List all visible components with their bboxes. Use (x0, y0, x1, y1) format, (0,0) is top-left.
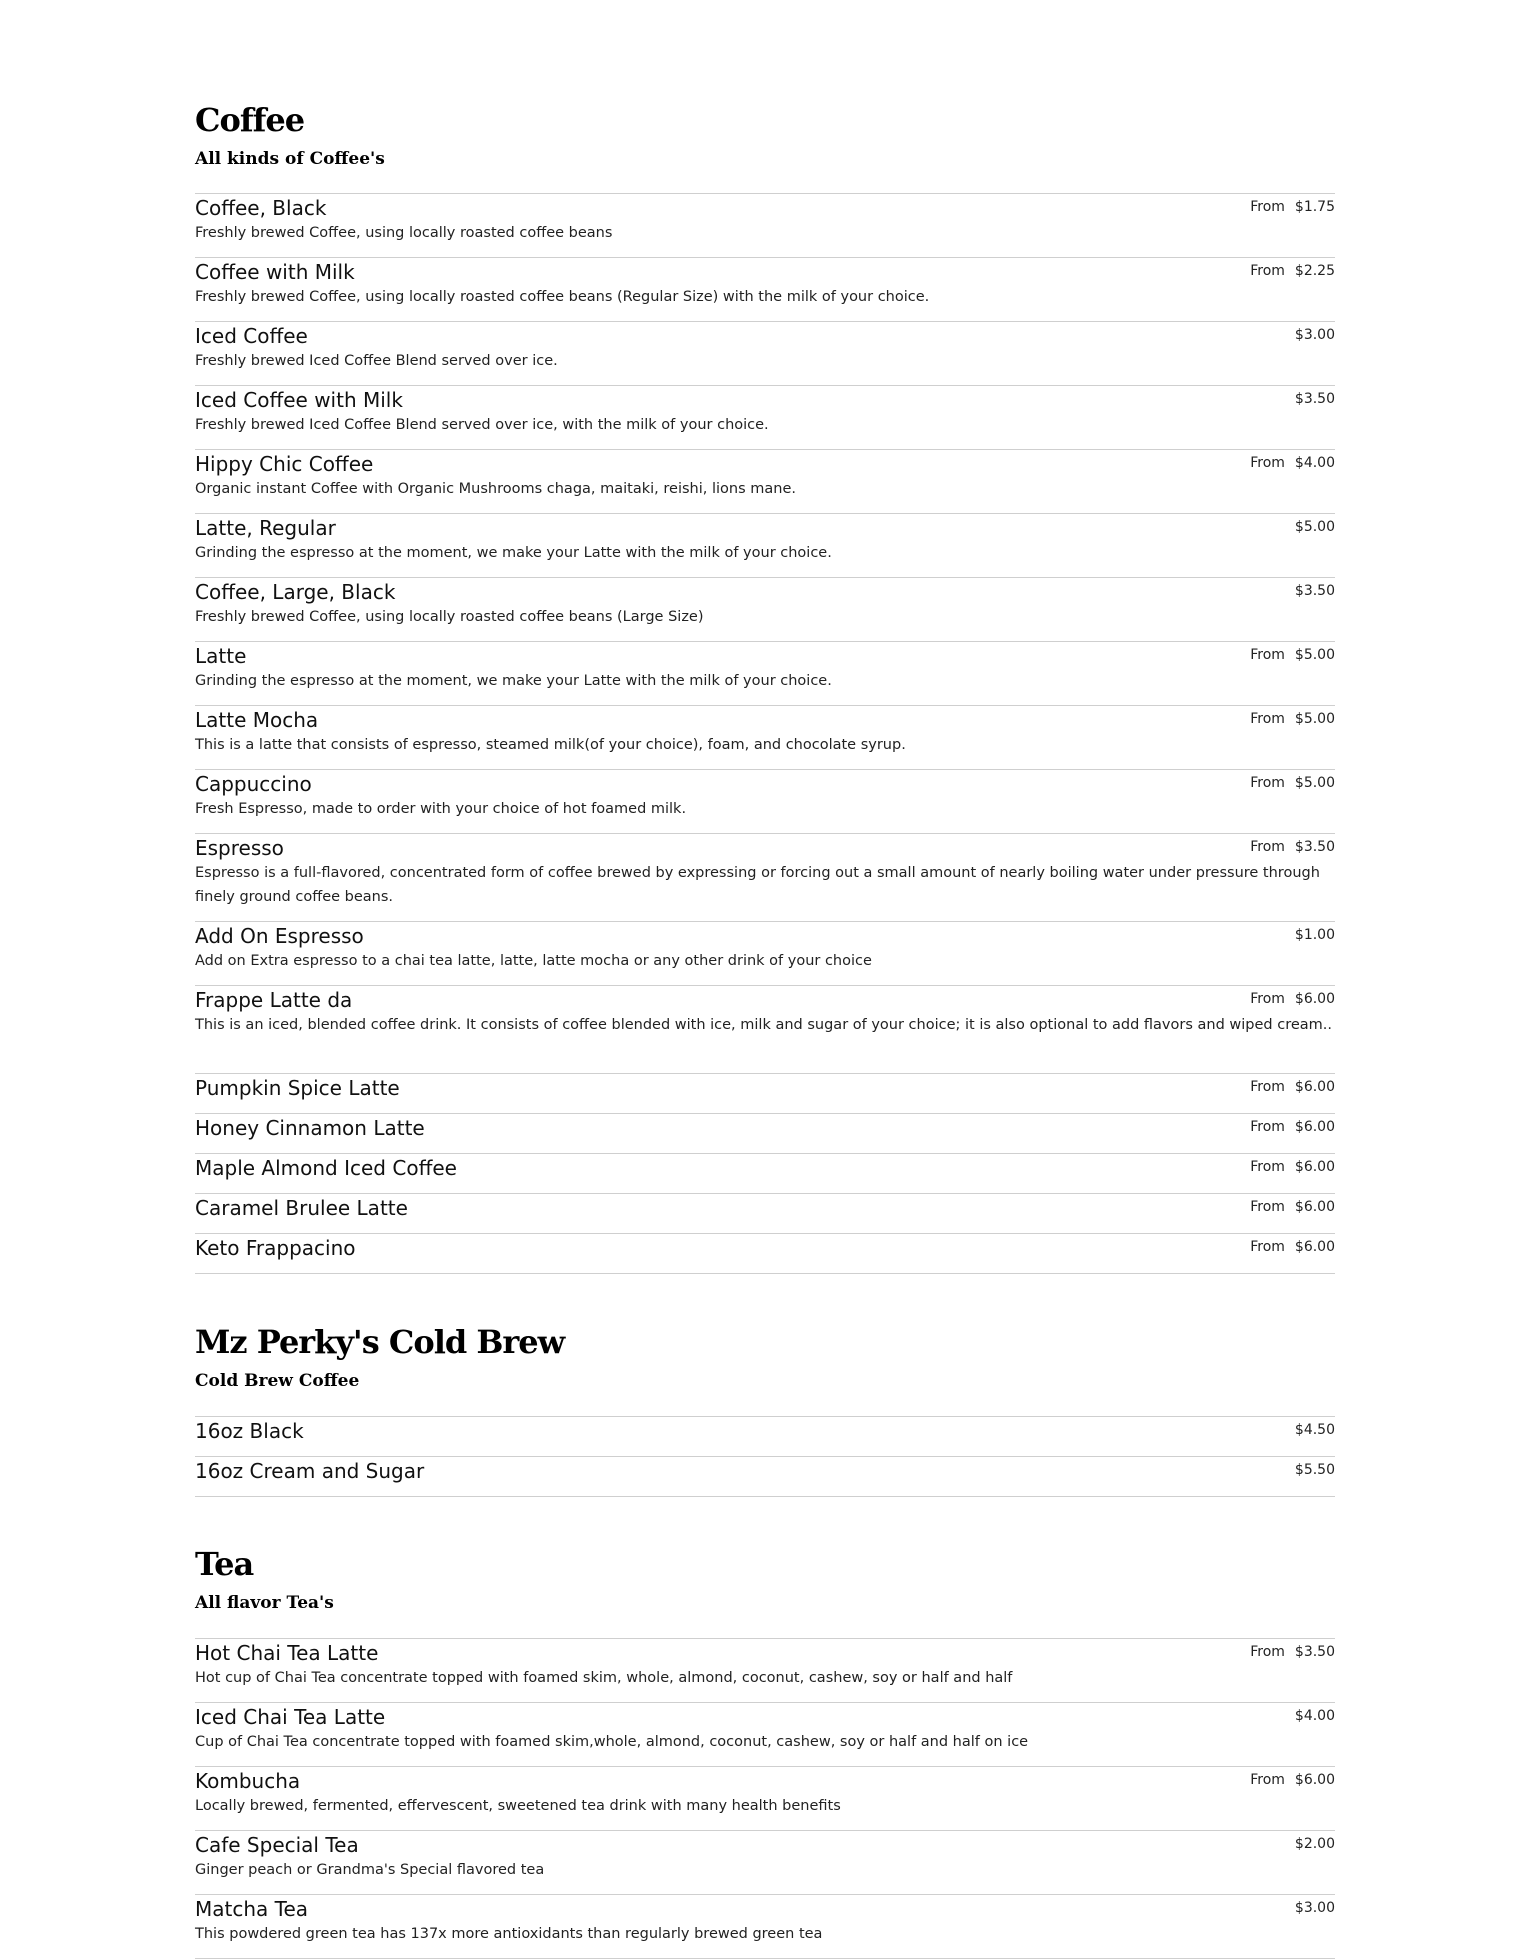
menu-item[interactable] (195, 833, 1335, 921)
menu-item-description: Freshly brewed Coffee, using locally roasted coffee beans (Regular Size) with the milk of your choice. (195, 289, 930, 305)
menu-item[interactable] (195, 513, 1335, 577)
menu-item-price-group (1250, 835, 1335, 859)
menu-section (195, 1544, 1335, 1959)
menu-item-header (195, 1704, 1335, 1730)
price-from-label: From (1250, 1772, 1285, 1788)
menu-item[interactable] (195, 705, 1335, 769)
menu-item-header (195, 1075, 1335, 1101)
menu-item[interactable] (195, 1233, 1335, 1273)
menu-item[interactable] (195, 1702, 1335, 1766)
menu-item-name: Add On Espresso (195, 924, 364, 948)
menu-item-price: $1.00 (1294, 927, 1335, 943)
menu-item-price-group (1295, 323, 1335, 347)
price-from-label: From (1250, 1199, 1285, 1215)
menu-item-price-group (1250, 1115, 1335, 1139)
menu-item-name: Iced Coffee (195, 324, 308, 348)
menu-item-description: Ginger peach or Grandma's Special flavored tea (195, 1862, 545, 1878)
menu-item-header (195, 1195, 1335, 1221)
menu-item[interactable] (195, 1638, 1335, 1702)
menu-item[interactable] (195, 385, 1335, 449)
menu-item-header (195, 771, 1335, 797)
menu-item-price-group (1250, 643, 1335, 667)
section-divider (195, 1273, 1335, 1274)
menu-item-header (195, 1458, 1335, 1484)
menu-item-name: Hippy Chic Coffee (195, 452, 374, 476)
menu-item-description: Grinding the espresso at the moment, we make your Latte with the milk of your choice. (195, 673, 832, 689)
menu-item[interactable] (195, 321, 1335, 385)
menu-item-name: 16oz Cream and Sugar (195, 1459, 425, 1483)
menu-item-header (195, 259, 1335, 285)
menu-item-price-group (1250, 707, 1335, 731)
menu-item-name: Iced Coffee with Milk (195, 388, 403, 412)
section-item-list (195, 1416, 1335, 1497)
menu-item-price: $5.00 (1294, 775, 1335, 791)
menu-item[interactable] (195, 1073, 1335, 1113)
price-from-label: From (1250, 839, 1285, 855)
menu-item[interactable] (195, 193, 1335, 257)
menu-item-header (195, 579, 1335, 605)
menu-item-header (195, 1896, 1335, 1922)
menu-item-price-group (1250, 259, 1335, 283)
menu-item[interactable] (195, 449, 1335, 513)
menu-item-price: $6.00 (1294, 1119, 1335, 1135)
menu-item-price-group (1295, 1704, 1335, 1728)
menu-item-price-group (1250, 1235, 1335, 1259)
menu-item-price: $3.50 (1294, 391, 1335, 407)
menu-item-name: Latte (195, 644, 247, 668)
menu-item-price-group (1250, 1155, 1335, 1179)
menu-item-name: Coffee with Milk (195, 260, 355, 284)
menu-item[interactable] (195, 577, 1335, 641)
menu-item-name: Frappe Latte da (195, 988, 353, 1012)
menu-item-price: $6.00 (1294, 991, 1335, 1007)
menu-item[interactable] (195, 1894, 1335, 1958)
menu-item-description: Add on Extra espresso to a chai tea latte, latte, latte mocha or any other drink of your choice (195, 953, 872, 969)
menu-item-description: Freshly brewed Iced Coffee Blend served over ice, with the milk of your choice. (195, 417, 769, 433)
menu-item-header (195, 707, 1335, 733)
menu-item-price: $5.00 (1294, 711, 1335, 727)
menu-item-name: Coffee, Large, Black (195, 580, 396, 604)
menu-item-price: $2.00 (1294, 1836, 1335, 1852)
menu-item-price-group (1295, 1458, 1335, 1482)
price-from-label: From (1250, 455, 1285, 471)
menu-item-price: $4.00 (1294, 1708, 1335, 1724)
menu-item-name: Maple Almond Iced Coffee (195, 1156, 457, 1180)
menu-item-name: 16oz Black (195, 1419, 304, 1443)
price-from-label: From (1250, 199, 1285, 215)
menu-item-name: Cappuccino (195, 772, 312, 796)
menu-item-name: Hot Chai Tea Latte (195, 1641, 379, 1665)
menu-item-description: This is a latte that consists of espresso, steamed milk(of your choice), foam, and chocolate syrup. (195, 737, 906, 753)
menu-item-price: $5.00 (1294, 647, 1335, 663)
menu-item[interactable] (195, 1766, 1335, 1830)
menu-item[interactable] (195, 921, 1335, 985)
menu-item-price: $6.00 (1294, 1079, 1335, 1095)
menu-item-price-group (1250, 1640, 1335, 1664)
price-from-label: From (1250, 1239, 1285, 1255)
section-item-list (195, 193, 1335, 1274)
menu-item-name: Kombucha (195, 1769, 301, 1793)
price-from-label: From (1250, 263, 1285, 279)
menu-item-price: $3.00 (1294, 1900, 1335, 1916)
menu-item-price-group (1295, 579, 1335, 603)
menu-item-description: Organic instant Coffee with Organic Mushrooms chaga, maitaki, reishi, lions mane. (195, 481, 796, 497)
menu-item-description: Freshly brewed Iced Coffee Blend served over ice. (195, 353, 558, 369)
menu-item-header (195, 643, 1335, 669)
menu-item-description: Freshly brewed Coffee, using locally roasted coffee beans (Large Size) (195, 609, 704, 625)
menu-item-price: $3.00 (1294, 327, 1335, 343)
menu-item-price-group (1250, 1195, 1335, 1219)
menu-item-price-group (1250, 195, 1335, 219)
menu-item-header (195, 835, 1335, 861)
menu-item-price: $1.75 (1294, 199, 1335, 215)
menu-item-price: $6.00 (1294, 1772, 1335, 1788)
menu-item-header (195, 987, 1335, 1013)
price-from-label: From (1250, 991, 1285, 1007)
menu-item-price-group (1295, 515, 1335, 539)
menu-item-name: Espresso (195, 836, 284, 860)
menu-item-header (195, 387, 1335, 413)
menu-item[interactable] (195, 1193, 1335, 1233)
menu-item-price: $2.25 (1294, 263, 1335, 279)
menu-item-price-group (1250, 1768, 1335, 1792)
menu-item-header (195, 1155, 1335, 1181)
menu-section (195, 100, 1335, 1274)
menu-item[interactable] (195, 1113, 1335, 1153)
menu-item-name: Honey Cinnamon Latte (195, 1116, 425, 1140)
menu-item-name: Matcha Tea (195, 1897, 309, 1921)
price-from-label: From (1250, 1079, 1285, 1095)
menu-item-description: Locally brewed, fermented, effervescent, sweetened tea drink with many health benefits (195, 1798, 841, 1814)
menu-item-description: Grinding the espresso at the moment, we make your Latte with the milk of your choice. (195, 545, 832, 561)
menu-item-name: Latte Mocha (195, 708, 319, 732)
menu-item-header (195, 323, 1335, 349)
menu-item-name: Pumpkin Spice Latte (195, 1076, 400, 1100)
menu-item-price-group (1295, 1832, 1335, 1856)
menu-section (195, 1322, 1335, 1497)
section-subtitle: Cold Brew Coffee (195, 1371, 360, 1391)
menu-item-price: $4.00 (1294, 455, 1335, 471)
menu-item-header (195, 923, 1335, 949)
menu-item-price: $5.00 (1294, 519, 1335, 535)
menu-item-price-group (1250, 771, 1335, 795)
menu-item-price: $3.50 (1294, 839, 1335, 855)
menu-item-header (195, 195, 1335, 221)
menu-item-description: Freshly brewed Coffee, using locally roasted coffee beans (195, 225, 613, 241)
menu-item-description: Espresso is a full-flavored, concentrated form of coffee brewed by expressing or forcing out a small amount of nearly boiling water under pressure through finely ground coffee beans. (195, 865, 1320, 905)
menu-item-name: Keto Frappacino (195, 1236, 356, 1260)
menu-item-price-group (1295, 387, 1335, 411)
menu-item[interactable] (195, 1830, 1335, 1894)
menu-item-price: $5.50 (1294, 1462, 1335, 1478)
menu-item-description: This is an iced, blended coffee drink. It consists of coffee blended with ice, milk and sugar of your choice; it is also optional to add flavors and wiped cream.. (195, 1017, 1332, 1033)
menu-item[interactable] (195, 985, 1335, 1073)
menu-item-name: Iced Chai Tea Latte (195, 1705, 386, 1729)
menu-item-description: This powdered green tea has 137x more antioxidants than regularly brewed green tea (195, 1926, 823, 1942)
menu-item-price: $6.00 (1294, 1239, 1335, 1255)
menu-item-price-group (1295, 1418, 1335, 1442)
menu-item-price: $4.50 (1294, 1422, 1335, 1438)
price-from-label: From (1250, 775, 1285, 791)
menu-item[interactable] (195, 1456, 1335, 1496)
menu-item-price: $6.00 (1294, 1199, 1335, 1215)
menu-item-header (195, 451, 1335, 477)
menu-item-header (195, 1768, 1335, 1794)
menu-item-price-group (1250, 1075, 1335, 1099)
price-from-label: From (1250, 1644, 1285, 1660)
menu-item[interactable] (195, 1153, 1335, 1193)
menu-item[interactable] (195, 641, 1335, 705)
menu-item-price-group (1250, 987, 1335, 1011)
menu-item[interactable] (195, 257, 1335, 321)
menu-item-description: Cup of Chai Tea concentrate topped with foamed skim,whole, almond, coconut, cashew, soy or half and half on ice (195, 1734, 1029, 1750)
section-title: Tea (195, 1545, 254, 1583)
menu-item[interactable] (195, 1416, 1335, 1456)
menu-item-name: Latte, Regular (195, 516, 336, 540)
menu-item-price: $3.50 (1294, 583, 1335, 599)
menu-item-price: $3.50 (1294, 1644, 1335, 1660)
menu-item-price-group (1295, 923, 1335, 947)
price-from-label: From (1250, 647, 1285, 663)
section-title: Mz Perky's Cold Brew (195, 1323, 565, 1361)
menu-item-description: Fresh Espresso, made to order with your choice of hot foamed milk. (195, 801, 687, 817)
menu-item-price-group (1295, 1896, 1335, 1920)
menu-item-header (195, 515, 1335, 541)
section-subtitle: All flavor Tea's (195, 1593, 334, 1613)
section-title: Coffee (195, 101, 305, 139)
menu-item-header (195, 1235, 1335, 1261)
menu-item-header (195, 1640, 1335, 1666)
section-item-list (195, 1638, 1335, 1959)
menu-item-description: Hot cup of Chai Tea concentrate topped with foamed skim, whole, almond, coconut, cashew, soy or half and half (195, 1670, 1013, 1686)
menu-item-name: Cafe Special Tea (195, 1833, 359, 1857)
price-from-label: From (1250, 711, 1285, 727)
menu-item-header (195, 1115, 1335, 1141)
section-subtitle: All kinds of Coffee's (195, 149, 385, 169)
menu-item-name: Caramel Brulee Latte (195, 1196, 408, 1220)
menu-item-price: $6.00 (1294, 1159, 1335, 1175)
price-from-label: From (1250, 1119, 1285, 1135)
menu-item-name: Coffee, Black (195, 196, 327, 220)
menu-item-header (195, 1418, 1335, 1444)
section-divider (195, 1496, 1335, 1497)
menu-item-price-group (1250, 451, 1335, 475)
price-from-label: From (1250, 1159, 1285, 1175)
menu-item-header (195, 1832, 1335, 1858)
menu-item[interactable] (195, 769, 1335, 833)
